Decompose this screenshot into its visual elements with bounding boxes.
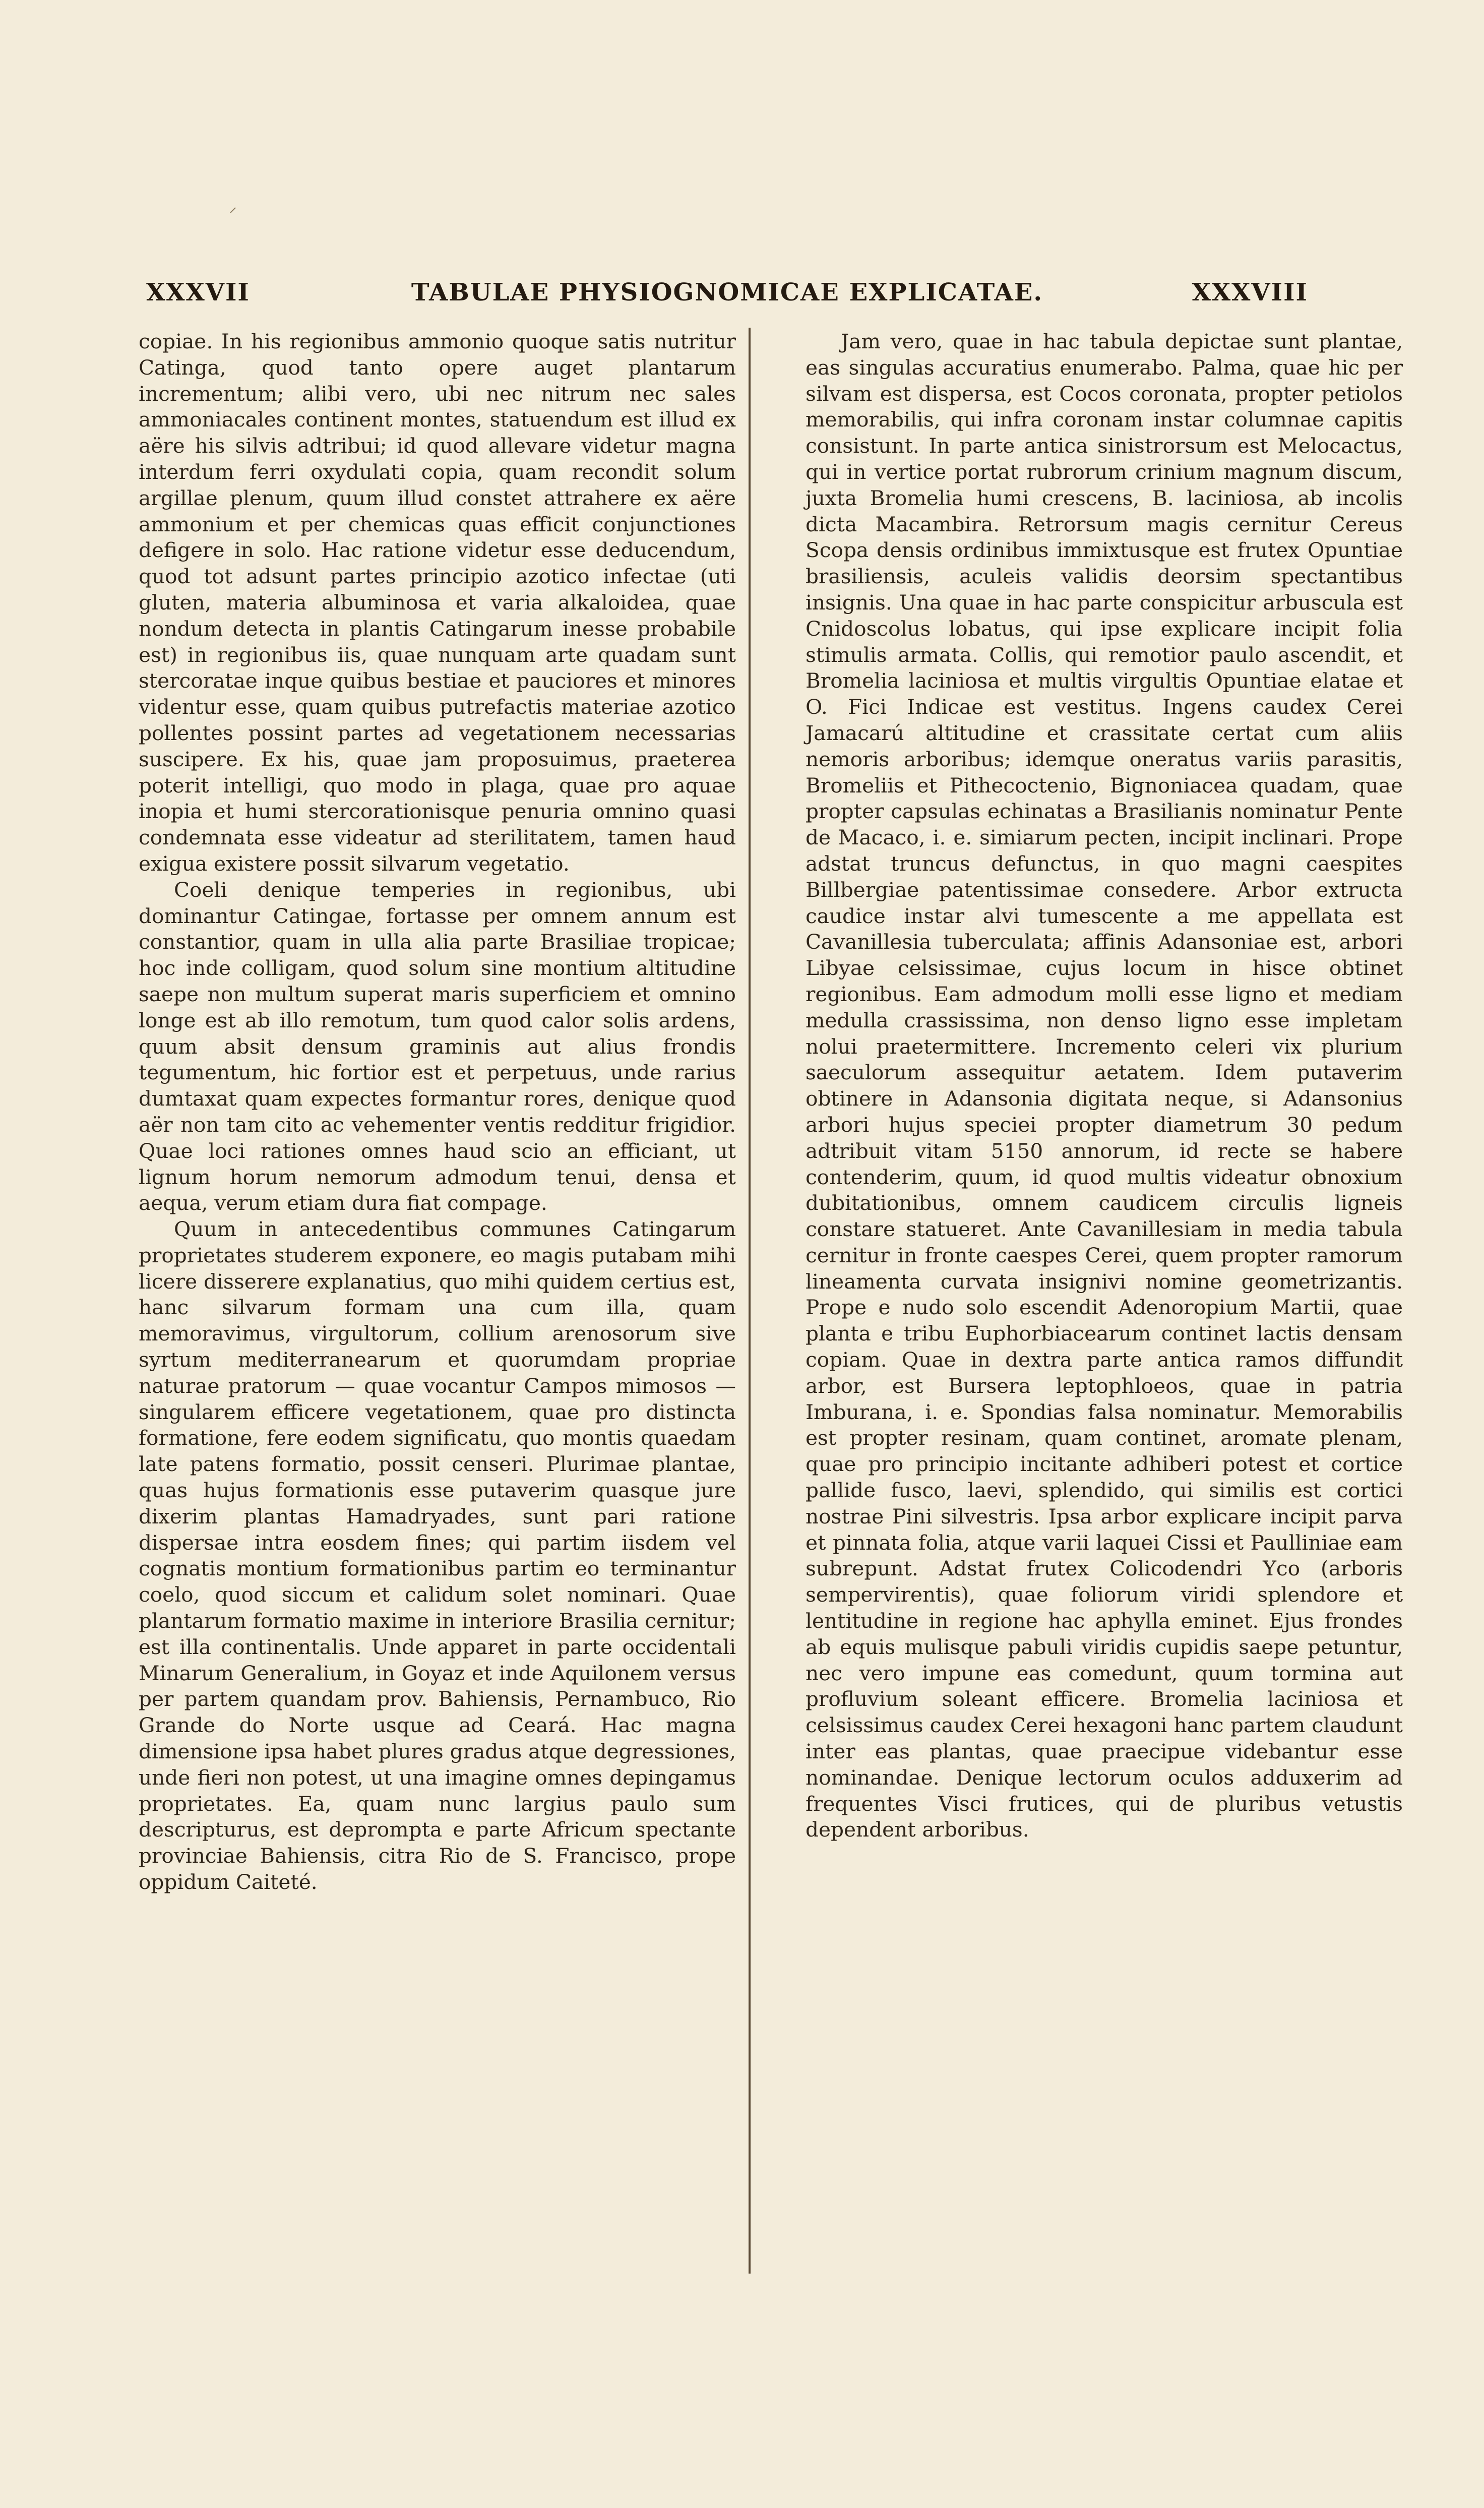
right-page-number: XXXVIII [1192, 278, 1308, 307]
paragraph: Jam vero, quae in hac tabula depictae sunt plantae, eas singulas accuratius enumerabo. Palma, quae hic per silvam est dispersa, est Cocos coronata, propter petiolos memorabilis, qui infra coronam instar columnae capitis consistunt. In parte antica sinistrorsum est Melocactus, qui in vertice portat rubrorum crinium magnum discum, juxta Bromelia humi crescens, B. laciniosa, ab incolis dicta Macambira. Retrorsum magis cernitur Cereus Scopa densis ordinibus immixtusque est frutex Opuntiae brasiliensis, aculeis validis deorsim spectantibus insignis. Una quae in hac parte conspicitur arbuscula est Cnidoscolus lobatus, qui ipse explicare incipit folia stimulis armata. Collis, qui remotior paulo ascendit, et Bromelia laciniosa et multis virgultis Opuntiae elatae et O. Fici Indicae est vestitus. Ingens caudex Cerei Jamacarú altitudine et crassitate certat cum aliis nemoris arboribus; idemque oneratus variis parasitis, Bromeliis et Pithecoctenio, Bignoniacea quadam, quae propter capsulas echinatas a Brasilianis nominatur Pente de Macaco, i. e. simiarum pecten, incipit inclinari. Prope adstat truncus defunctus, in quo magni caespites Billbergiae patentissimae consedere. Arbor extructa caudice instar alvi tumescente a me appellata est Cavanillesia tuberculata; affinis Adansoniae est, arbori Libyae celsissimae, cujus locum in hisce obtinet regionibus. Eam admodum molli esse ligno et mediam medulla crassissima, non denso ligno esse impletam nolui praetermittere. Incremento celeri vix plurium saeculorum assequitur aetatem. Idem putaverim obtinere in Adansonia digitata neque, si Adansonius arbori hujus speciei propter diametrum 30 pedum adtribuit vitam 5150 annorum, id recte se habere contenderim, quum, id quod multis videatur obnoxium dubitationibus, omnem caudicem circulis ligneis constare statueret. Ante Cavanillesiam in media tabula cernitur in fronte caespes Cerei, quem propter ramorum lineamenta curvata insignivi nomine geometrizantis. Prope e nudo solo escendit Adenoropium Martii, quae planta e tribu Euphorbiacearum continet lactis densam copiam. Quae in dextra parte antica ramos diffundit arbor, est Bursera leptophloeos, quae in patria Imburana, i. e. Spondias falsa nominatur. Memorabilis est propter resinam, quam continet, aromate plenam, quae pro principio incitante adhiberi potest et cortice pallide fusco, laevi, splendido, qui similis est cortici nostrae Pini silvestris. Ipsa arbor explicare incipit parva et pinnata folia, atque varii laquei Cissi et Paulliniae eam subrepunt. Adstat frutex Colicodendri Yco (arboris sempervirentis), quae foliorum viridi splendore et lentitudine in regione hac aphylla eminet. Ejus frondes ab equis mulisque pabuli viridis cupidis saepe petuntur, nec vero impune eas comedunt, quum tormina aut profluvium soleant efficere. Bromelia laciniosa et celsissimus caudex Cerei hexagoni hanc partem claudunt inter eas plantas, quae praecipue videbantur esse nominandae. Denique lectorum oculos adduxerim ad frequentes Visci frutices, qui de pluribus vetustis dependent arboribus. [806, 329, 1403, 1842]
left-column [139, 329, 736, 1895]
paragraph: Quum in antecedentibus communes Catingarum proprietates studerem exponere, eo magis putabam mihi licere disserere explanatius, quo mihi quidem certius est, hanc silvarum formam una cum illa, quam memoravimus, virgultorum, collium arenosorum sive syrtum mediterranearum et quorumdam propriae naturae pratorum — quae vocantur Campos mimosos — singularem efficere vegetationem, quae pro distincta formatione, fere eodem significatu, quo montis quaedam late patens formatio, possit censeri. Plurimae plantae, quas hujus formationis esse putaverim quasque jure dixerim plantas Hamadryades, sunt pari ratione dispersae intra eosdem fines; qui partim iisdem vel cognatis montium formationibus partim eo terminantur coelo, quod siccum et calidum solet nominari. Quae plantarum formatio maxime in interiore Brasilia cernitur; est illa continentalis. Unde apparet in parte occidentali Minarum Generalium, in Goyaz et inde Aquilonem versus per partem quandam prov. Bahiensis, Pernambuco, Rio Grande do Norte usque ad Ceará. Hac magna dimensione ipsa habet plures gradus atque degressiones, unde fieri non potest, ut una imagine omnes depingamus proprietates. Ea, quam nunc largius paulo sum descripturus, est deprompta e parte Africum spectante provinciae Bahiensis, citra Rio de S. Francisco, prope oppidum Caiteté. [139, 1217, 736, 1894]
left-page-number: XXXVII [146, 278, 250, 307]
right-column [806, 329, 1403, 1843]
paragraph: copiae. In his regionibus ammonio quoque satis nutritur Catinga, quod tanto opere auget plantarum incrementum; alibi vero, ubi nec nitrum nec sales ammoniacales continent montes, statuendum est illud ex aëre his silvis adtribui; id quod allevare videtur magna interdum ferri oxydulati copia, quam recondit solum argillae plenum, quum illud constet attrahere ex aëre ammonium et per chemicas quas efficit conjunctiones defigere in solo. Hac ratione videtur esse deducendum, quod tot adsunt partes principio azotico infectae (uti gluten, materia albuminosa et varia alkaloidea, quae nondum detecta in plantis Catingarum inesse probabile est) in regionibus iis, quae nunquam arte quadam sunt stercoratae inque quibus bestiae et pauciores et minores videntur esse, quam quibus putrefactis materiae azotico pollentes possint partes ad vegetationem necessarias suscipere. Ex his, quae jam proposuimus, praeterea poterit intelligi, quo modo in plaga, quae pro aquae inopia et humi stercorationisque penuria omnino quasi condemnata esse videatur ad sterilitatem, tamen haud exigua existere possit silvarum vegetatio. [139, 329, 736, 876]
paragraph: Coeli denique temperies in regionibus, ubi dominantur Catingae, fortasse per omnem annum est constantior, quam in ulla alia parte Brasiliae tropicae; hoc inde colligam, quod solum sine montium altitudine saepe non multum superat maris superficiem et omnino longe est ab illo remotum, tum quod calor solis ardens, quum absit densum graminis aut alius frondis tegumentum, hic fortior est et perpetuus, unde rarius dumtaxat quam expectes formantur rores, denique quod aër non tam cito ac vehementer ventis redditur frigidior. Quae loci rationes omnes haud scio an efficiant, ut lignum horum nemorum admodum tenui, densa et aequa, verum etiam dura fiat compage. [139, 877, 736, 1215]
column-divider [749, 328, 751, 2274]
running-header [146, 278, 1308, 309]
running-title: TABULAE PHYSIOGNOMICAE EXPLICATAE. [411, 278, 1043, 307]
corner-mark-icon [229, 207, 236, 214]
